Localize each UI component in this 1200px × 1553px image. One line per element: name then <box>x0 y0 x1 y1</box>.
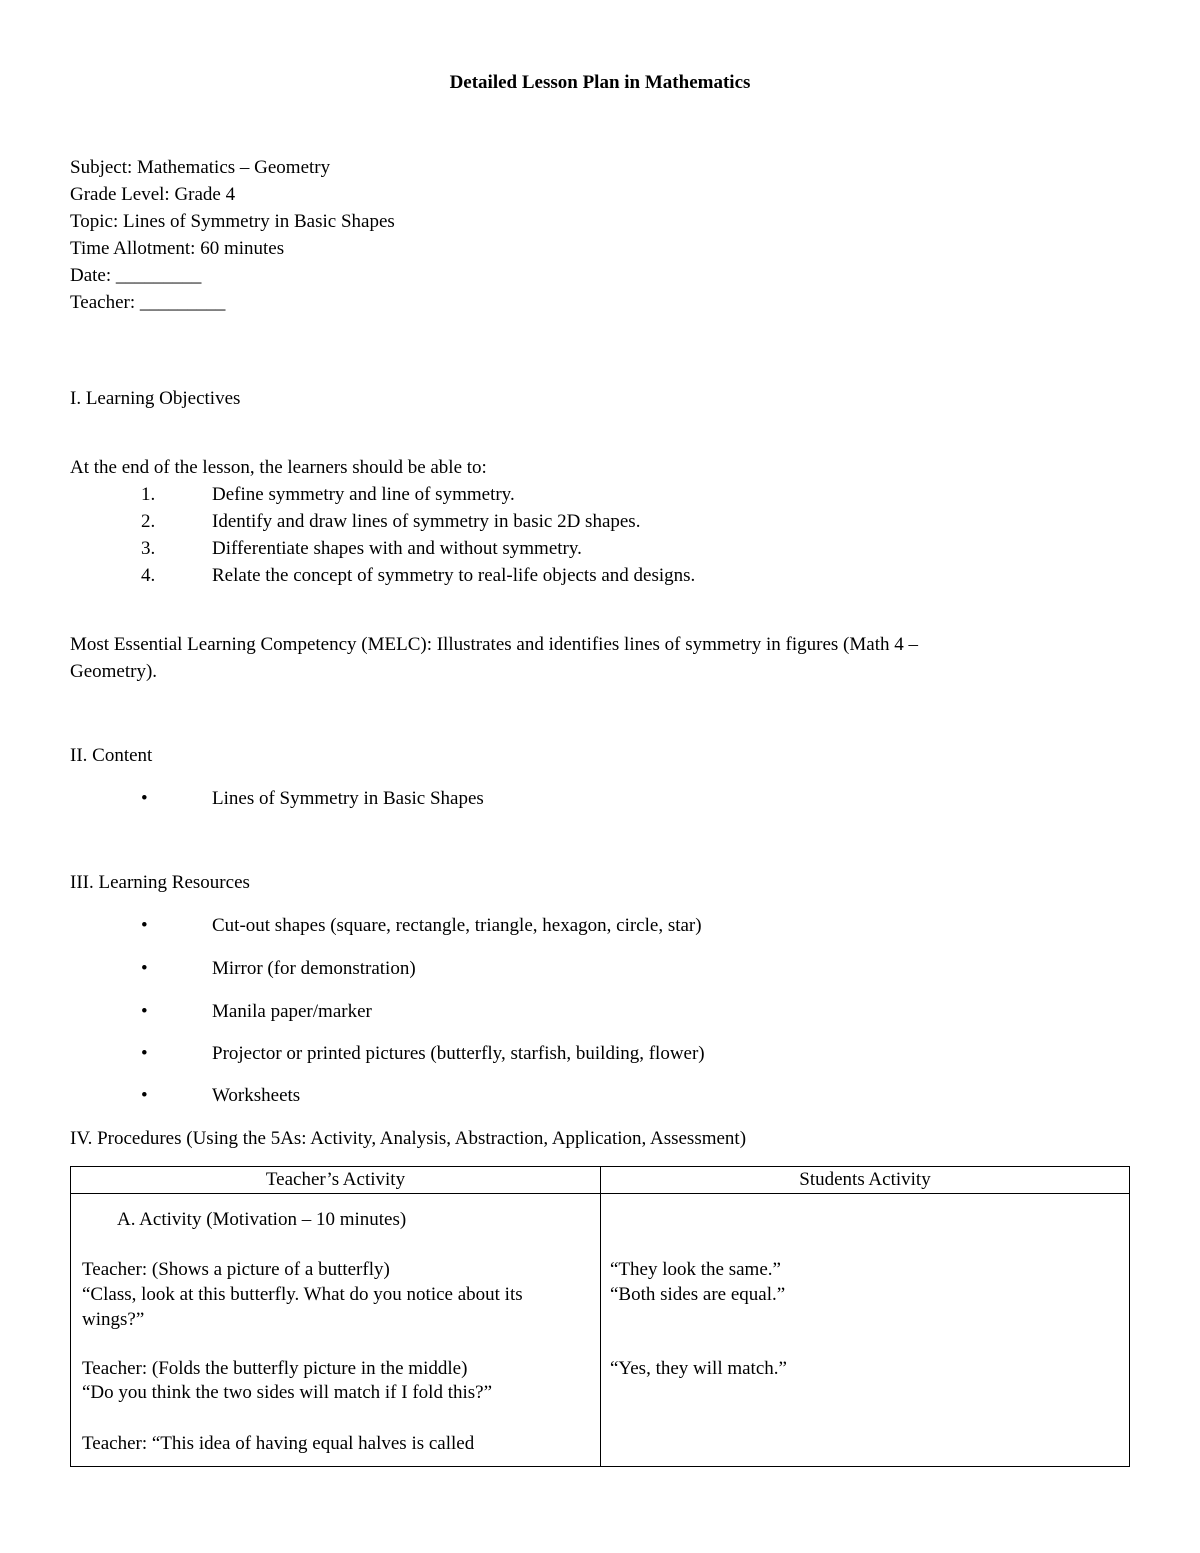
grade-level-line: Grade Level: Grade 4 <box>70 184 236 205</box>
content-heading: II. Content <box>70 745 153 766</box>
resource-item: Mirror (for demonstration) <box>212 958 416 979</box>
students-activity-header: Students Activity <box>601 1167 1130 1194</box>
bullet-icon: • <box>141 915 148 936</box>
resource-item: Cut-out shapes (square, rectangle, triangle, hexagon, circle, star) <box>212 915 702 936</box>
document-title: Detailed Lesson Plan in Mathematics <box>449 72 751 93</box>
bullet-icon: • <box>141 788 148 809</box>
procedures-table <box>70 1166 1130 1467</box>
objective-item: Relate the concept of symmetry to real-life objects and designs. <box>212 565 696 586</box>
teacher-activity-header: Teacher’s Activity <box>71 1167 601 1194</box>
melc-line-continued: Geometry). <box>70 661 158 682</box>
content-item: Lines of Symmetry in Basic Shapes <box>212 788 484 809</box>
objective-number: 4. <box>141 565 156 586</box>
resources-heading: III. Learning Resources <box>70 872 250 893</box>
student-line: “Both sides are equal.” <box>610 1284 786 1305</box>
teacher-line: wings?” <box>82 1309 145 1330</box>
teacher-line: Teacher: _________ <box>70 292 226 313</box>
objective-number: 2. <box>141 511 156 532</box>
student-line: “Yes, they will match.” <box>610 1358 787 1379</box>
students-activity-cell <box>601 1194 1130 1467</box>
resource-item: Projector or printed pictures (butterfly, starfish, building, flower) <box>212 1043 705 1064</box>
student-line: “They look the same.” <box>610 1259 781 1280</box>
objective-number: 1. <box>141 484 156 505</box>
topic-line: Topic: Lines of Symmetry in Basic Shapes <box>70 211 395 232</box>
bullet-icon: • <box>141 1001 148 1022</box>
bullet-icon: • <box>141 1085 148 1106</box>
section-a-heading: A. Activity (Motivation – 10 minutes) <box>117 1209 407 1230</box>
objective-item: Identify and draw lines of symmetry in basic 2D shapes. <box>212 511 641 532</box>
teacher-line: Teacher: (Shows a picture of a butterfly) <box>82 1259 390 1280</box>
bullet-icon: • <box>141 958 148 979</box>
bullet-icon: • <box>141 1043 148 1064</box>
objective-item: Differentiate shapes with and without symmetry. <box>212 538 582 559</box>
resource-item: Worksheets <box>212 1085 301 1106</box>
procedures-heading: IV. Procedures (Using the 5As: Activity, Analysis, Abstraction, Application, Assessment) <box>70 1128 747 1149</box>
teacher-line: Teacher: “This idea of having equal halves is called <box>82 1433 475 1454</box>
objectives-heading: I. Learning Objectives <box>70 388 241 409</box>
subject-line: Subject: Mathematics – Geometry <box>70 157 331 178</box>
objectives-intro: At the end of the lesson, the learners should be able to: <box>70 457 487 478</box>
date-line: Date: _________ <box>70 265 202 286</box>
resource-item: Manila paper/marker <box>212 1001 372 1022</box>
objective-item: Define symmetry and line of symmetry. <box>212 484 515 505</box>
teacher-line: “Do you think the two sides will match if I fold this?” <box>82 1382 493 1403</box>
melc-line: Most Essential Learning Competency (MELC): Illustrates and identifies lines of symmetry in figures (Math 4 – <box>70 634 918 655</box>
teacher-line: Teacher: (Folds the butterfly picture in the middle) <box>82 1358 468 1379</box>
time-allotment-line: Time Allotment: 60 minutes <box>70 238 285 259</box>
teacher-line: “Class, look at this butterfly. What do you notice about its <box>82 1284 523 1305</box>
teacher-activity-cell <box>71 1194 601 1467</box>
objective-number: 3. <box>141 538 156 559</box>
